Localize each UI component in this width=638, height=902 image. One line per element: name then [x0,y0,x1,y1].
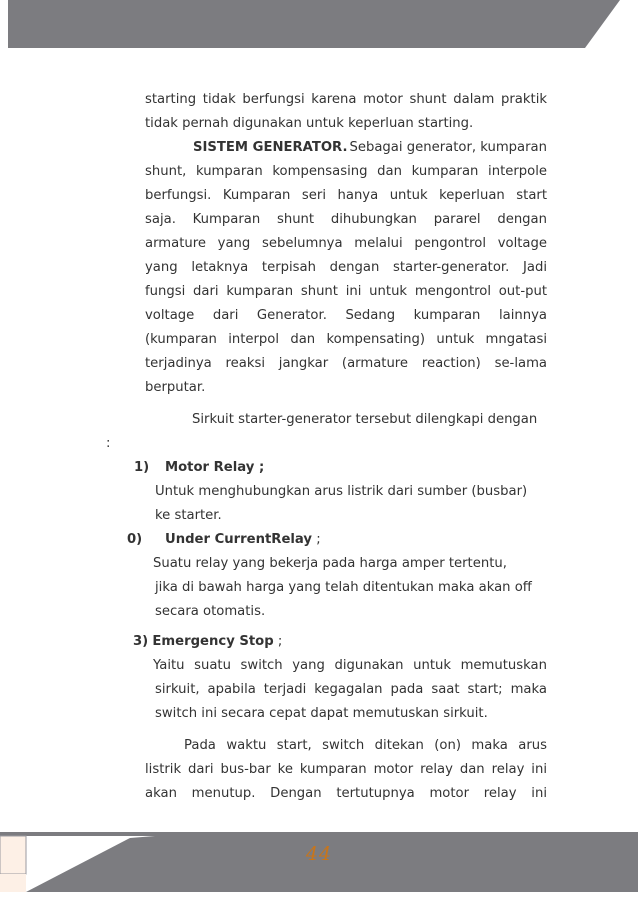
paragraph-line: (kumparan interpol dan kompensating) untuk mngatasi [145,332,547,347]
paragraph-line: saja. Kumparan shunt dihubungkan pararel dengan [145,212,547,227]
item-title-line [133,634,282,650]
item-number: 1) [134,460,150,475]
item-text-line: Untuk menghubungkan arus listrik dari sumber (busbar) [155,484,528,499]
item-title: Under CurrentRelay [165,532,312,547]
item-title: Emergency Stop [152,634,274,649]
paragraph-line: terjadinya reaksi jangkar (armature reaction) se-lama [145,356,547,371]
paragraph-line: shunt, kumparan kompensasing dan kumparan interpole [145,164,547,179]
paragraph-line: listrik dari bus-bar ke kumparan motor relay dan relay ini [145,762,547,777]
paragraph-line: yang letaknya terpisah dengan starter-generator. Jadi [145,260,547,275]
paragraph-line: akan menutup. Dengan tertutupnya motor relay ini [145,786,547,801]
item-text-line: switch ini secara cepat dapat memutuskan sirkuit. [155,706,488,721]
paragraph-line: fungsi dari kumparan shunt ini untuk mengontrol out-put [145,284,547,299]
section-heading: SISTEM GENERATOR. [193,140,348,155]
item-text-line: Suatu relay yang bekerja pada harga amper tertentu, [153,556,507,571]
item-number: 3) [133,634,149,649]
footer-band [0,830,638,902]
paragraph-line: tidak pernah digunakan untuk keperluan starting. [145,116,474,131]
header-band [0,0,638,52]
paragraph-line: starting tidak berfungsi karena motor shunt dalam praktik [145,92,547,107]
section-heading-line [193,140,547,156]
intro-line: Sirkuit starter-generator tersebut dilengkapi dengan [192,412,538,427]
paragraph-line: Sebagai generator, kumparan [349,140,547,155]
item-text-line: secara otomatis. [155,604,266,619]
item-number: 0) [127,532,143,547]
paragraph-line: armature yang sebelumnya melalui pengontrol voltage [145,236,547,251]
paragraph-line: voltage dari Generator. Sedang kumparan lainnya [145,308,547,323]
page-number: 44 [305,843,333,865]
item-text-line: Yaitu suatu switch yang digunakan untuk memutuskan [153,658,547,673]
item-title-suffix: ; [312,532,321,547]
paragraph-line: berputar. [145,380,206,395]
item-title: Motor Relay ; [165,460,265,475]
paragraph-line: Pada waktu start, switch ditekan (on) maka arus [184,738,547,753]
item-text-line: jika di bawah harga yang telah ditentukan maka akan off [155,580,532,595]
item-text-line: ke starter. [155,508,222,523]
item-title-suffix: ; [273,634,283,649]
item-text-line: sirkuit, apabila terjadi kegagalan pada saat start; maka [155,682,547,697]
intro-colon: : [106,436,111,451]
item-title-line [165,532,321,548]
paragraph-line: berfungsi. Kumparan seri hanya untuk keperluan start [145,188,547,203]
